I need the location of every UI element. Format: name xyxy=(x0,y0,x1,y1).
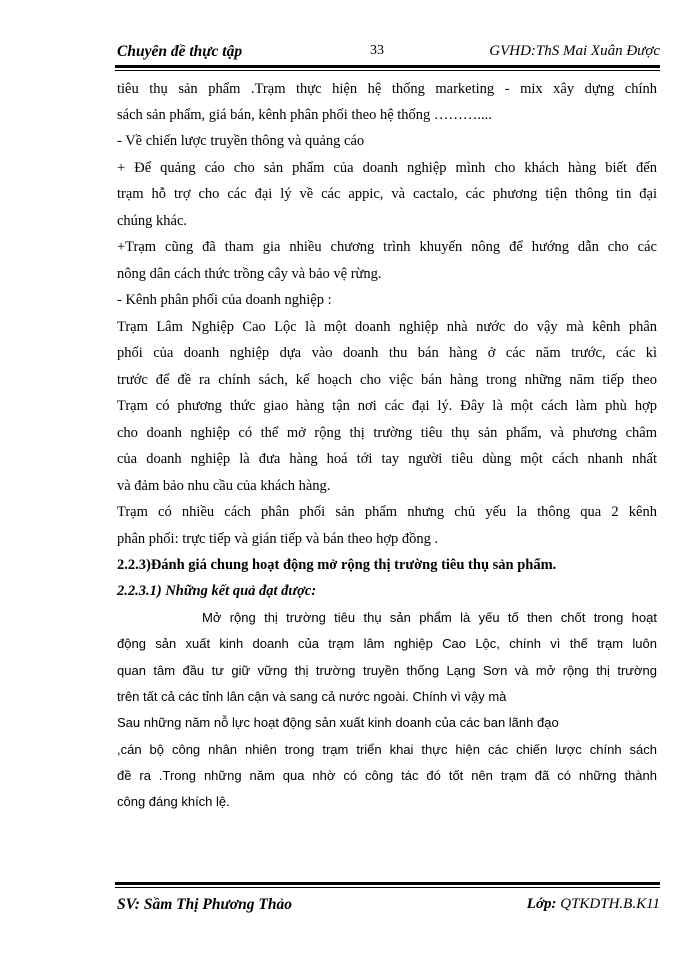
section-heading: - Về chiến lược truyền thông và quảng cáo xyxy=(117,133,365,149)
footer-rule-thick xyxy=(115,882,660,885)
section-heading: - Kênh phân phối của doanh nghiệp : xyxy=(117,292,332,308)
header-rule-thick xyxy=(115,65,660,68)
footer-student: SV: Sầm Thị Phương Thảo xyxy=(117,896,292,913)
footer-class-label: Lớp: xyxy=(526,896,557,912)
body-line: đề ra .Trong những năm qua nhờ có công tác đó tốt nên trạm đã có những thành xyxy=(117,768,657,783)
page-header xyxy=(115,40,660,66)
body-line: của doanh nghiệp là đưa hàng hoá tới tay người tiêu dùng một cách nhanh nhất xyxy=(117,451,657,467)
subsection-heading: 2.2.3.1) Những kết quả đạt được: xyxy=(117,583,317,599)
subsection-heading: 2.2.3)Đánh giá chung hoạt động mở rộng thị trường tiêu thụ sản phẩm. xyxy=(117,557,557,573)
header-advisor: GVHD:ThS Mai Xuân Được xyxy=(489,43,660,59)
body-line: quan tâm đầu tư giữ vững thị trường truyền thống Lạng Sơn và mở rộng thị trường xyxy=(117,663,657,678)
body-line: Trạm có phương thức giao hàng tận nơi các đại lý. Đây là một cách làm phù hợp xyxy=(117,398,657,414)
body-line: Trạm có nhiều cách phân phối sản phẩm nhưng chủ yếu la thông qua 2 kênh xyxy=(117,504,657,520)
footer-class-value: QTKDTH.B.K11 xyxy=(560,896,660,912)
body-line: phân phối: trực tiếp và gián tiếp và bán theo hợp đồng . xyxy=(117,531,439,547)
page-number: 33 xyxy=(370,43,384,58)
header-title: Chuyên đề thực tập xyxy=(117,43,243,60)
body-line: Sau những năm nỗ lực hoạt động sản xuất kinh doanh của các ban lãnh đạo xyxy=(117,715,559,730)
body-line: cho doanh nghiệp có thể mở rộng thị trường tiêu thụ sản phẩm, và phương châm xyxy=(117,425,657,441)
body-line: ,cán bộ công nhân nhiên trong trạm triển khai thực hiện các chiến lược chính sách xyxy=(117,742,657,757)
body-line: + Để quảng cáo cho sản phẩm của doanh nghiệp mình cho khách hàng biết đến xyxy=(117,160,657,176)
body-line: +Trạm cũng đã tham gia nhiều chương trình khuyến nông để hướng dẫn cho các xyxy=(117,239,657,255)
body-line: phối của doanh nghiệp dựa vào doanh thu bán hàng ở các năm trước, các kì xyxy=(117,345,657,361)
header-rule-thin xyxy=(115,70,660,71)
body-line: sách sản phẩm, giá bán, kênh phân phối theo hệ thống ……….... xyxy=(117,107,492,123)
body-line: động sản xuất kinh doanh của trạm lâm nghiệp Cao Lộc, chính vì thế trạm luôn xyxy=(117,636,657,651)
page-footer xyxy=(115,882,660,922)
body-line: chúng khác. xyxy=(117,213,188,229)
body-line: trên tất cả các tỉnh lân cận và sang cả nước ngoài. Chính vì vậy mà xyxy=(117,689,507,704)
body-line: nông dân cách thức trồng cây và bảo vệ rừng. xyxy=(117,266,382,282)
body-line: trạm hỗ trợ cho các đại lý về các appic, và cactalo, các phương tiện thông tin đại xyxy=(117,186,657,202)
body-line: Trạm Lâm Nghiệp Cao Lộc là một doanh nghiệp nhà nước do vậy mà kênh phân xyxy=(117,319,657,335)
body-line: trước để đề ra chính sách, kế hoạch cho việc bán hàng trong những năm tiếp theo xyxy=(117,372,657,388)
footer-rule-thin xyxy=(115,887,660,888)
body-line: Mở rộng thị trường tiêu thụ sản phẩm là yếu tố then chốt trong hoạt xyxy=(202,610,657,625)
body-line: tiêu thụ sản phẩm .Trạm thực hiện hệ thống marketing - mix xây dựng chính xyxy=(117,81,657,97)
body-line: và đảm bảo nhu cầu của khách hàng. xyxy=(117,478,331,494)
body-line: công đáng khích lệ. xyxy=(117,794,230,809)
footer-class xyxy=(527,896,660,913)
